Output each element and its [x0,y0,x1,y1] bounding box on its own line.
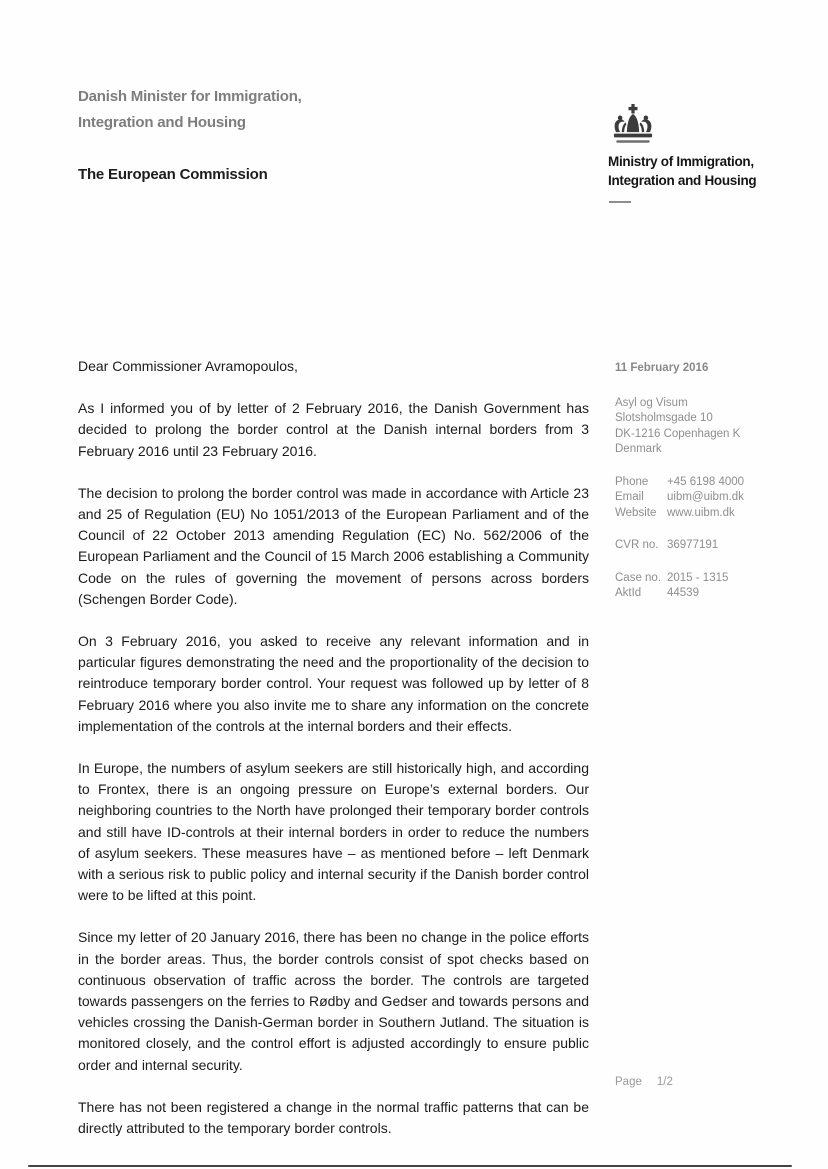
phone-value: +45 6198 4000 [667,475,745,488]
crown-icon [610,104,656,146]
case-block [615,571,815,602]
recipient: The European Commission [78,166,268,183]
contact-row-website [615,506,815,522]
page-footer [615,1076,673,1088]
ministry-name-line-2: Integration and Housing [608,172,757,188]
email-value: uibm@uibm.dk [667,491,744,503]
brand-underline [609,201,631,203]
letter-date: 11 February 2016 [615,362,709,374]
contact-row-phone [615,475,815,491]
case-number-row [615,571,815,587]
paragraph-4: In Europe, the numbers of asylum seekers are still historically high, and according to Frontex, there is an ongoing pressure on Europe’s external borders. Our neighboring countries to the North have prolonged their temporary border controls and still have ID-controls at their internal borders in order to reduce the numbers of asylum seekers. These measures have – as mentioned before – left Denmark with a serious risk to public policy and internal security if the Danish border control were to be lifted at this point. [78,760,589,904]
letter-body [78,356,589,1160]
sidebar-info [615,361,815,602]
aktid-value: 44539 [667,587,699,599]
address-line-city: DK-1216 Copenhagen K [615,427,741,440]
cvr-block [615,538,815,554]
ministry-brand [608,104,813,203]
page-number: 1/2 [656,1076,673,1088]
aktid-label: AktId [615,587,642,599]
website-value: www.uibm.dk [667,506,735,519]
address-line-street: Slotsholmsgade 10 [615,412,713,424]
sender-block [78,84,302,136]
phone-label: Phone [615,475,649,488]
paragraph-6: There has not been registered a change in the normal traffic patterns that can be directly attributed to the temporary border controls. [78,1098,589,1137]
paragraph-3: On 3 February 2016, you asked to receive any relevant information and in particular figures demonstrating the need and the proportionality of the decision to reintroduce temporary border control. Your request was followed up by letter of 8 February 2016 where you also invite me to share any information on the concrete implementation of the controls at the internal borders and their effects. [78,633,589,734]
address-line-country: Denmark [615,443,662,455]
email-label: Email [615,491,644,503]
website-label: Website [615,506,657,519]
contact-row-email [615,490,815,506]
address-block [615,396,815,458]
cvr-row [615,538,815,554]
sender-line-2: Integration and Housing [78,114,246,131]
ministry-name-line-1: Ministry of Immigration, [608,154,754,169]
paragraph-2: The decision to prolong the border control was made in accordance with Article 23 and 25 of Regulation (EU) No 1051/2013 of the European Parliament and of the Council of 22 October 2013 amending Regulation (EC) No. 562/2006 of the European Parliament and the Council of 15 March 2006 establishing a Community Code on the rules of governing the movement of persons across borders (Schengen Border Code). [78,484,589,607]
contact-block [615,475,815,522]
ministry-name [608,153,813,190]
case-number-value: 2015 - 1315 [667,571,729,584]
scan-artifact-line [28,1165,792,1167]
address-line-department: Asyl og Visum [615,396,688,409]
cvr-label: CVR no. [615,539,659,551]
aktid-row [615,586,815,602]
case-number-label: Case no. [615,571,662,584]
paragraph-1: As I informed you of by letter of 2 February 2016, the Danish Government has decided to prolong the border control at the Danish internal borders from 3 February 2016 until 23 February 2016. [78,400,589,459]
sender-line-1: Danish Minister for Immigration, [78,88,302,105]
salutation: Dear Commissioner Avramopoulos, [78,358,298,374]
paragraph-5: Since my letter of 20 January 2016, there has been no change in the police efforts in the border areas. Thus, the border controls consist of spot checks based on continuous observation of traffic across the border. The controls are targeted towards passengers on the ferries to Rødby and Gedser and towards persons and vehicles crossing the Danish-German border in Southern Jutland. The situation is monitored closely, and the control effort is adjusted accordingly to ensure public order and internal security. [78,929,589,1073]
page-label: Page [615,1076,642,1088]
cvr-value: 36977191 [667,539,719,551]
